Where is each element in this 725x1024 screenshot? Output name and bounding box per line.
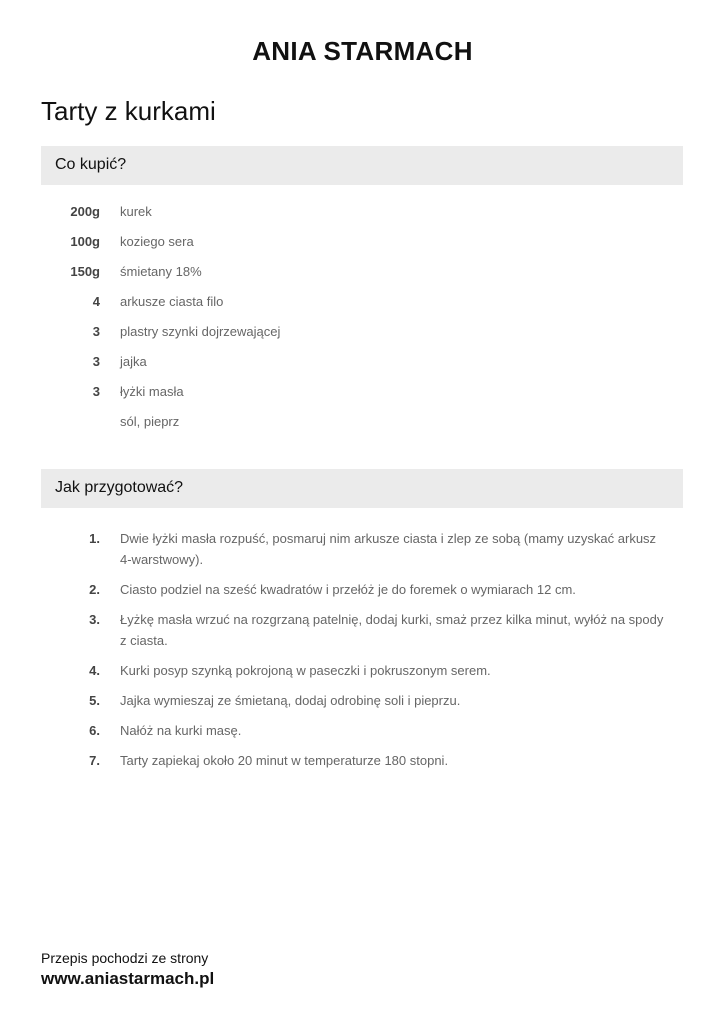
recipe-title: Tarty z kurkami: [41, 96, 216, 126]
ingredient-list: [41, 204, 683, 444]
step-number: 3.: [89, 612, 100, 627]
ingredient-row: [41, 414, 683, 444]
ingredient-name: sól, pieprz: [120, 414, 180, 429]
ingredient-qty: 3: [92, 354, 100, 369]
step-item: [41, 660, 683, 681]
ingredient-row: [41, 204, 683, 234]
footer-url-link[interactable]: www.aniastarmach.pl: [41, 969, 215, 988]
ingredient-name: jajka: [120, 354, 147, 369]
step-list: [41, 528, 683, 780]
step-item: [41, 690, 683, 711]
step-text: Dwie łyżki masła rozpuść, posmaruj nim arkusze ciasta i zlep ze sobą (mamy uzyskać arkusz 4-warstwowy).: [120, 531, 657, 567]
step-number: 4.: [89, 663, 100, 678]
footer: [41, 950, 214, 989]
ingredient-name: łyżki masła: [120, 384, 184, 399]
step-item: [41, 750, 683, 771]
step-text: Tarty zapiekaj około 20 minut w temperaturze 180 stopni.: [120, 753, 449, 768]
ingredient-qty: 150g: [70, 264, 100, 279]
step-number: 6.: [89, 723, 100, 738]
step-text: Nałóż na kurki masę.: [120, 723, 242, 738]
ingredient-row: [41, 234, 683, 264]
step-item: [41, 528, 683, 570]
ingredient-qty: 4: [92, 294, 100, 309]
ingredient-name: koziego sera: [120, 234, 194, 249]
ingredient-name: plastry szynki dojrzewającej: [120, 324, 281, 339]
ingredient-name: kurek: [120, 204, 152, 219]
ingredient-name: śmietany 18%: [120, 264, 202, 279]
ingredient-qty: 3: [92, 324, 100, 339]
step-number: 5.: [89, 693, 100, 708]
step-text: Jajka wymieszaj ze śmietaną, dodaj odrobinę soli i pieprzu.: [120, 693, 461, 708]
ingredient-name: arkusze ciasta filo: [120, 294, 224, 309]
step-item: [41, 720, 683, 741]
step-item: [41, 579, 683, 600]
preparation-section-header: [41, 469, 683, 508]
step-text: Ciasto podziel na sześć kwadratów i przełóż je do foremek o wymiarach 12 cm.: [120, 582, 576, 597]
shopping-heading: Co kupić?: [55, 156, 127, 173]
brand-header: ANIA STARMACH: [252, 36, 473, 66]
ingredient-qty: 200g: [70, 204, 100, 219]
ingredient-row: [41, 264, 683, 294]
step-text: Łyżkę masła wrzuć na rozgrzaną patelnię, dodaj kurki, smaż przez kilka minut, wyłóż na spody z ciasta.: [120, 612, 664, 648]
step-item: [41, 609, 683, 651]
ingredient-qty: 100g: [70, 234, 100, 249]
ingredient-row: [41, 354, 683, 384]
ingredient-row: [41, 294, 683, 324]
step-text: Kurki posyp szynką pokrojoną w paseczki i pokruszonym serem.: [120, 663, 491, 678]
preparation-heading: Jak przygotować?: [55, 479, 184, 496]
step-number: 7.: [89, 753, 100, 768]
step-number: 2.: [89, 582, 100, 597]
step-number: 1.: [89, 531, 100, 546]
footer-source-label: Przepis pochodzi ze strony: [41, 950, 209, 966]
ingredient-row: [41, 384, 683, 414]
shopping-section-header: [41, 146, 683, 185]
ingredient-row: [41, 324, 683, 354]
ingredient-qty: 3: [92, 384, 100, 399]
